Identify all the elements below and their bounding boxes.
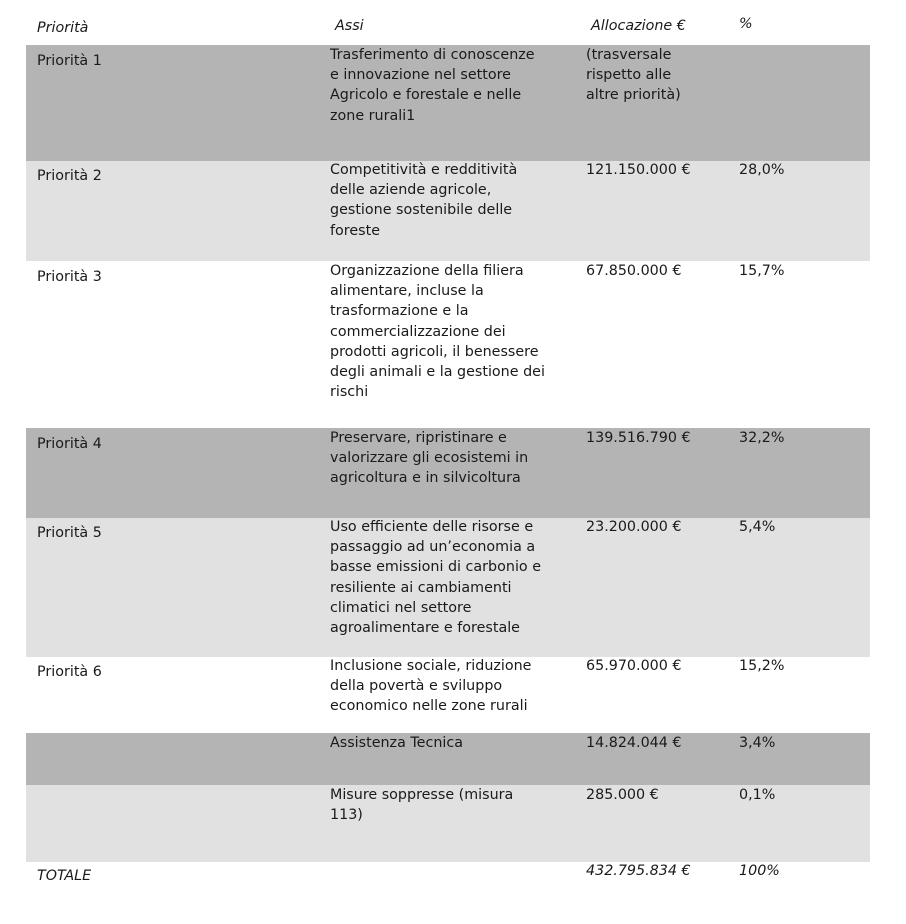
row-priority: Priorità 5 bbox=[37, 525, 102, 541]
row-allocation: (trasversale rispetto alle altre priorità) bbox=[586, 47, 681, 104]
row-axis: Uso efficiente delle risorse e passaggio ad un’economia a basse emissioni di carbonio e resiliente ai cambiamenti climatici nel settore agroalimentare e forestale bbox=[330, 519, 541, 637]
row-percent: 0,1% bbox=[739, 787, 776, 803]
row-allocation: 23.200.000 € bbox=[586, 519, 682, 535]
row-allocation: 139.516.790 € bbox=[586, 430, 691, 446]
row-percent: 32,2% bbox=[739, 430, 785, 446]
row-axis: Preservare, ripristinare e valorizzare gli ecosistemi in agricoltura e in silvicoltura bbox=[330, 430, 529, 487]
row-priority: Priorità 3 bbox=[37, 269, 102, 285]
row-axis: Inclusione sociale, riduzione della povertà e sviluppo economico nelle zone rurali bbox=[330, 658, 532, 715]
row-allocation: 14.824.044 € bbox=[586, 735, 682, 751]
row-priority: Priorità 1 bbox=[37, 53, 102, 69]
row-axis: Assistenza Tecnica bbox=[330, 735, 463, 751]
row-percent: 15,7% bbox=[739, 263, 785, 279]
total-label: TOTALE bbox=[37, 868, 92, 884]
row-percent: 15,2% bbox=[739, 658, 785, 674]
row-allocation: 67.850.000 € bbox=[586, 263, 682, 279]
row-axis: Competitività e redditività delle aziende agricole, gestione sostenibile delle foreste bbox=[330, 162, 518, 239]
row-axis: Misure soppresse (misura 113) bbox=[330, 787, 514, 824]
header-priority: Priorità bbox=[37, 20, 89, 36]
row-priority: Priorità 6 bbox=[37, 664, 102, 680]
row-percent: 28,0% bbox=[739, 162, 785, 178]
row-priority: Priorità 4 bbox=[37, 436, 102, 452]
header-allocation: Allocazione € bbox=[591, 18, 686, 34]
header-axes: Assi bbox=[335, 18, 364, 34]
row-percent: 5,4% bbox=[739, 519, 776, 535]
row-allocation: 65.970.000 € bbox=[586, 658, 682, 674]
row-allocation: 121.150.000 € bbox=[586, 162, 691, 178]
row-percent: 3,4% bbox=[739, 735, 776, 751]
row-axis: Organizzazione della filiera alimentare, incluse la trasformazione e la commercializzazione dei prodotti agricoli, il benessere degli animali e la gestione dei rischi bbox=[330, 263, 545, 401]
header-percent: % bbox=[739, 16, 753, 32]
total-allocation: 432.795.834 € bbox=[586, 863, 691, 879]
total-percent: 100% bbox=[739, 863, 780, 879]
row-allocation: 285.000 € bbox=[586, 787, 659, 803]
row-priority: Priorità 2 bbox=[37, 168, 102, 184]
row-axis: Trasferimento di conoscenze e innovazione nel settore Agricolo e forestale e nelle zone rurali1 bbox=[330, 47, 535, 124]
